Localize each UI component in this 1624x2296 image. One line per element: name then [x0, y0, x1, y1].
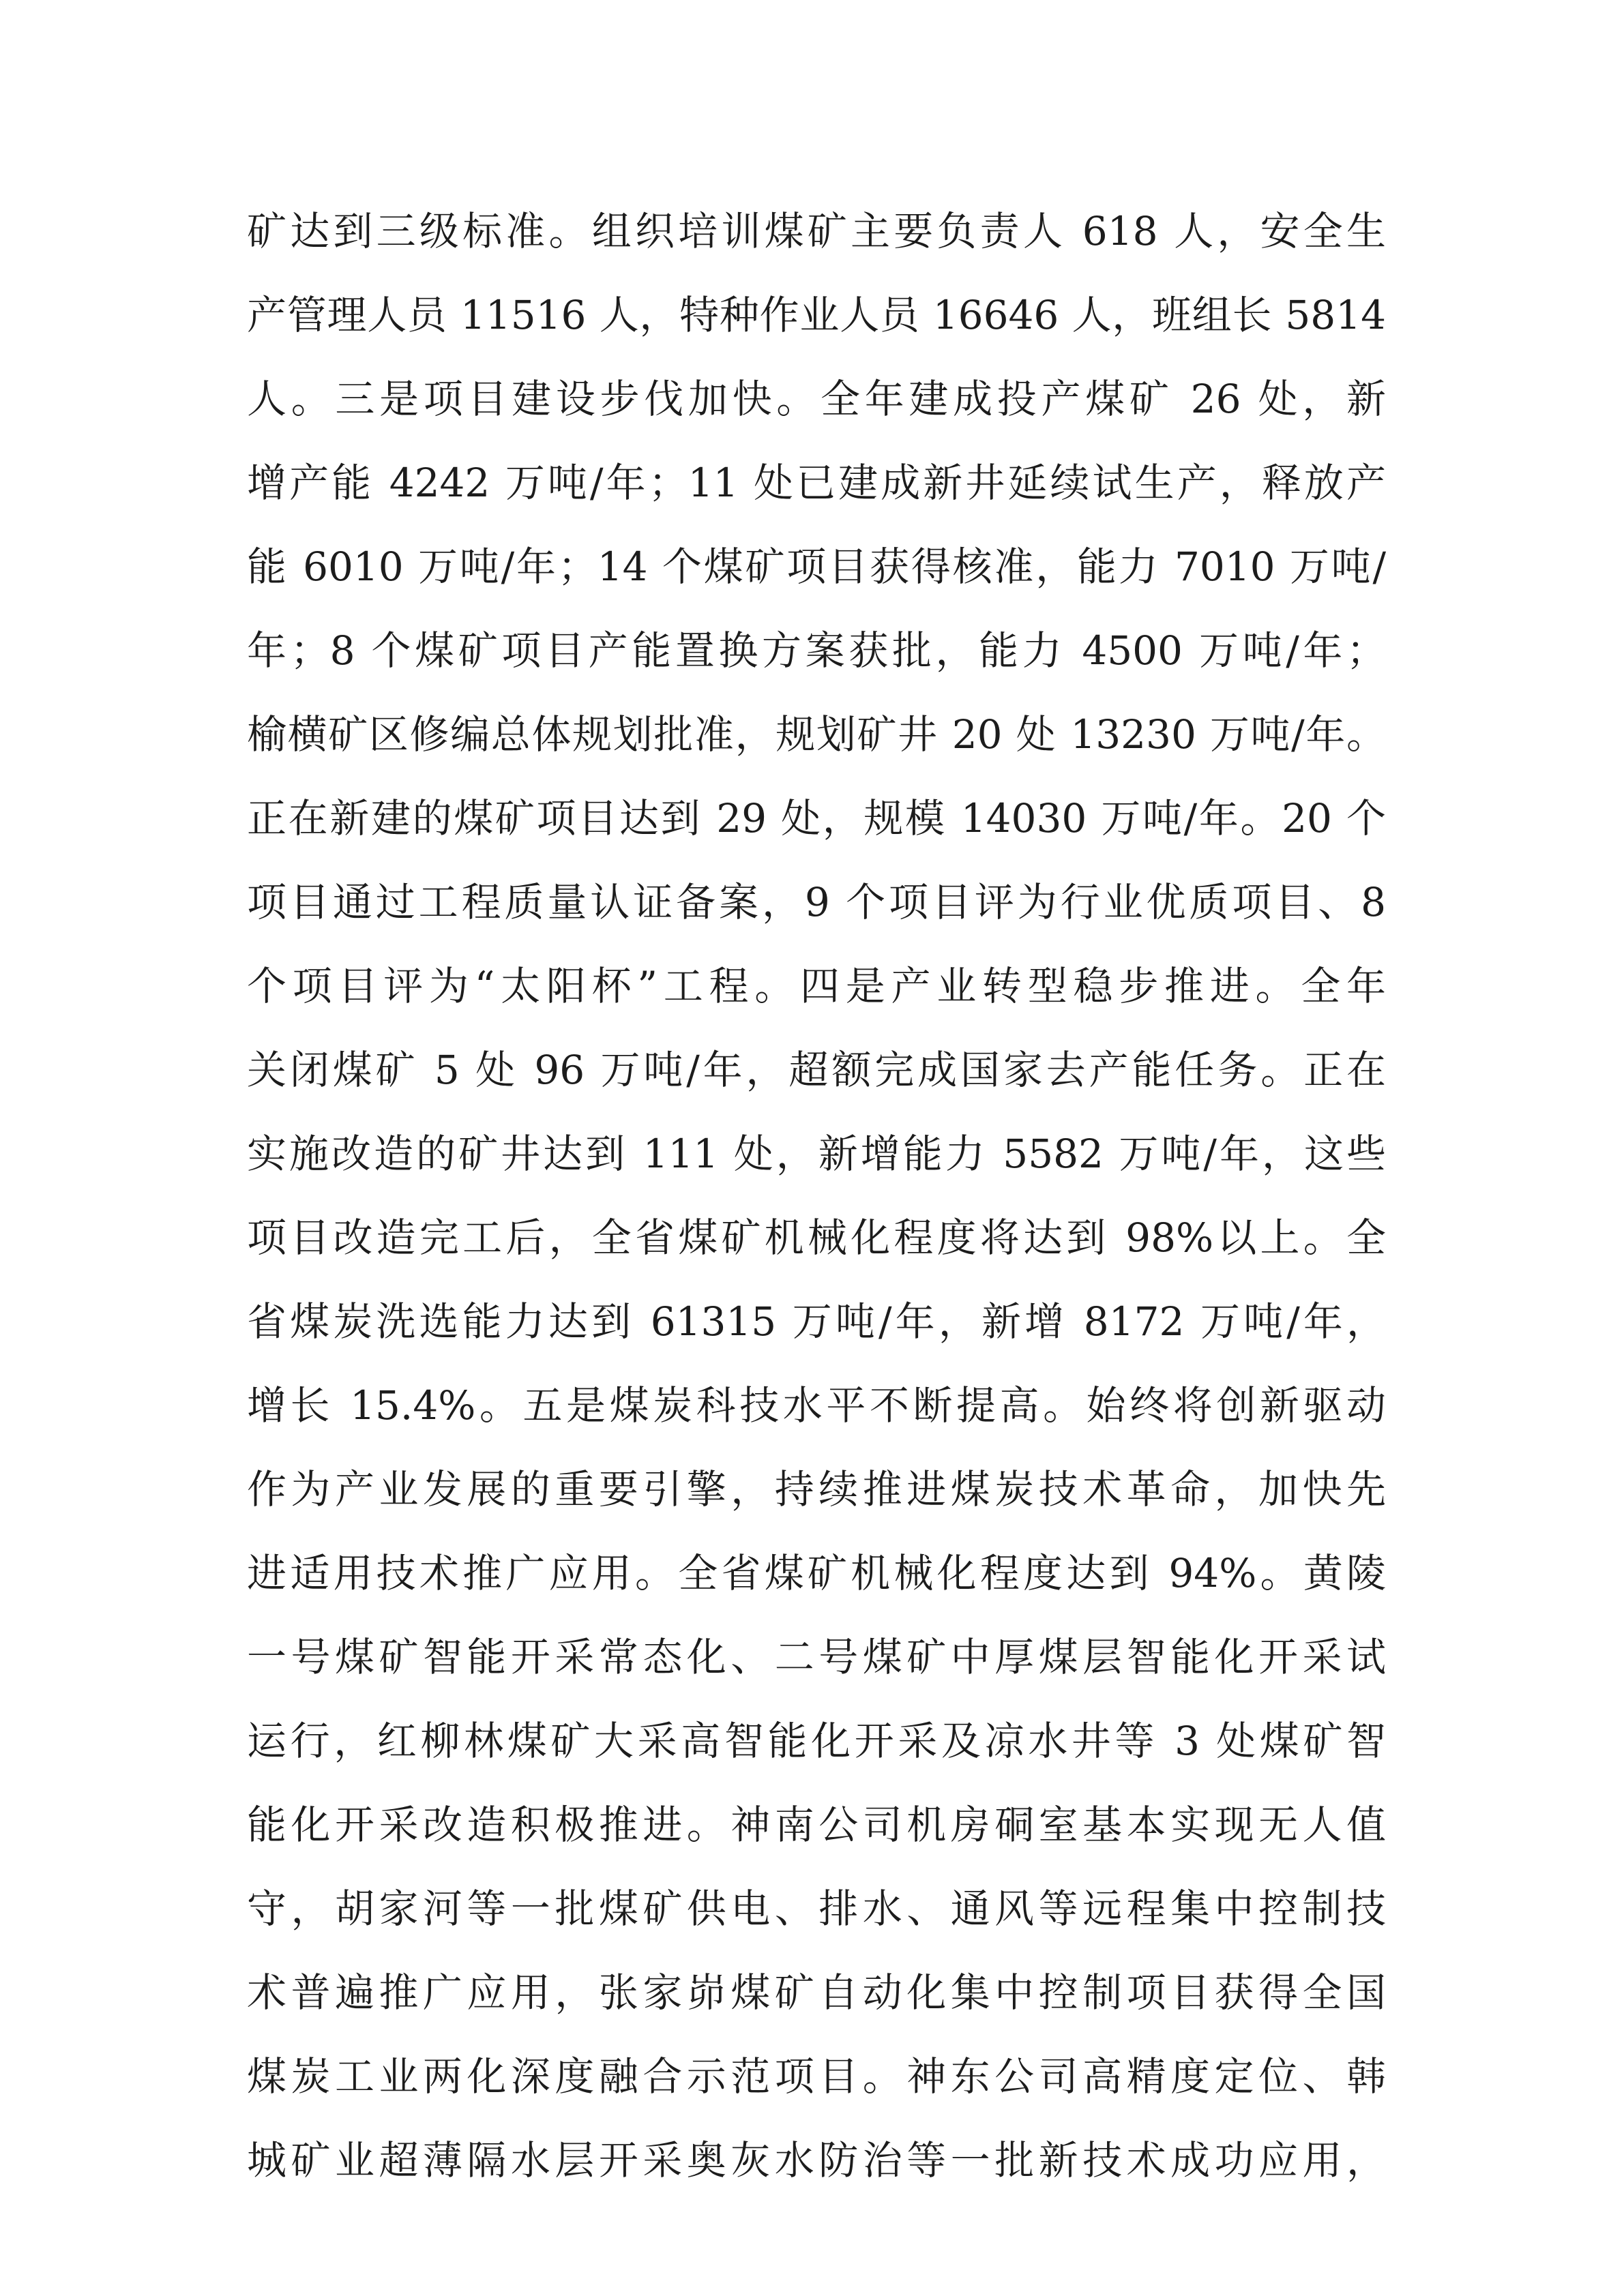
body-text	[247, 190, 1386, 2203]
text-line: 人。三是项目建设步伐加快。全年建成投产煤矿 26 处，新	[247, 376, 1386, 422]
text-line: 城矿业超薄隔水层开采奥灰水防治等一批新技术成功应用，	[247, 2137, 1386, 2183]
text-line: 项目改造完工后，全省煤矿机械化程度将达到 98%以上。全	[247, 1214, 1386, 1261]
text-line: 正在新建的煤矿项目达到 29 处，规模 14030 万吨/年。20 个	[247, 795, 1386, 841]
text-line: 能 6010 万吨/年；14 个煤矿项目获得核准，能力 7010 万吨/	[247, 543, 1386, 590]
text-line: 一号煤矿智能开采常态化、二号煤矿中厚煤层智能化开采试	[247, 1634, 1386, 1680]
text-line: 能化开采改造积极推进。神南公司机房硐室基本实现无人值	[247, 1802, 1386, 1848]
text-line: 守，胡家河等一批煤矿供电、排水、通风等远程集中控制技	[247, 1885, 1386, 1932]
text-line: 关闭煤矿 5 处 96 万吨/年，超额完成国家去产能任务。正在	[247, 1047, 1386, 1093]
text-line: 运行，红柳林煤矿大采高智能化开采及凉水井等 3 处煤矿智	[247, 1718, 1386, 1764]
text-line: 榆横矿区修编总体规划批准，规划矿井 20 处 13230 万吨/年。	[247, 711, 1386, 758]
text-line: 矿达到三级标准。组织培训煤矿主要负责人 618 人，安全生	[247, 208, 1386, 254]
text-line: 年；8 个煤矿项目产能置换方案获批，能力 4500 万吨/年；	[247, 627, 1386, 674]
text-line: 增长 15.4%。五是煤炭科技水平不断提高。始终将创新驱动	[247, 1382, 1386, 1429]
text-line: 术普遍推广应用，张家峁煤矿自动化集中控制项目获得全国	[247, 1969, 1386, 2016]
text-line: 增产能 4242 万吨/年；11 处已建成新井延续试生产，释放产	[247, 460, 1386, 506]
text-line: 项目通过工程质量认证备案，9 个项目评为行业优质项目、8	[247, 879, 1386, 925]
text-line: 作为产业发展的重要引擎，持续推进煤炭技术革命，加快先	[247, 1466, 1386, 1512]
text-line: 煤炭工业两化深度融合示范项目。神东公司高精度定位、韩	[247, 2053, 1386, 2100]
text-line: 实施改造的矿井达到 111 处，新增能力 5582 万吨/年，这些	[247, 1131, 1386, 1177]
text-line: 产管理人员 11516 人，特种作业人员 16646 人，班组长 5814	[247, 292, 1386, 338]
text-line: 个项目评为“太阳杯”工程。四是产业转型稳步推进。全年	[247, 963, 1386, 1009]
text-line: 省煤炭洗选能力达到 61315 万吨/年，新增 8172 万吨/年，	[247, 1298, 1386, 1345]
text-line: 进适用技术推广应用。全省煤矿机械化程度达到 94%。黄陵	[247, 1550, 1386, 1596]
